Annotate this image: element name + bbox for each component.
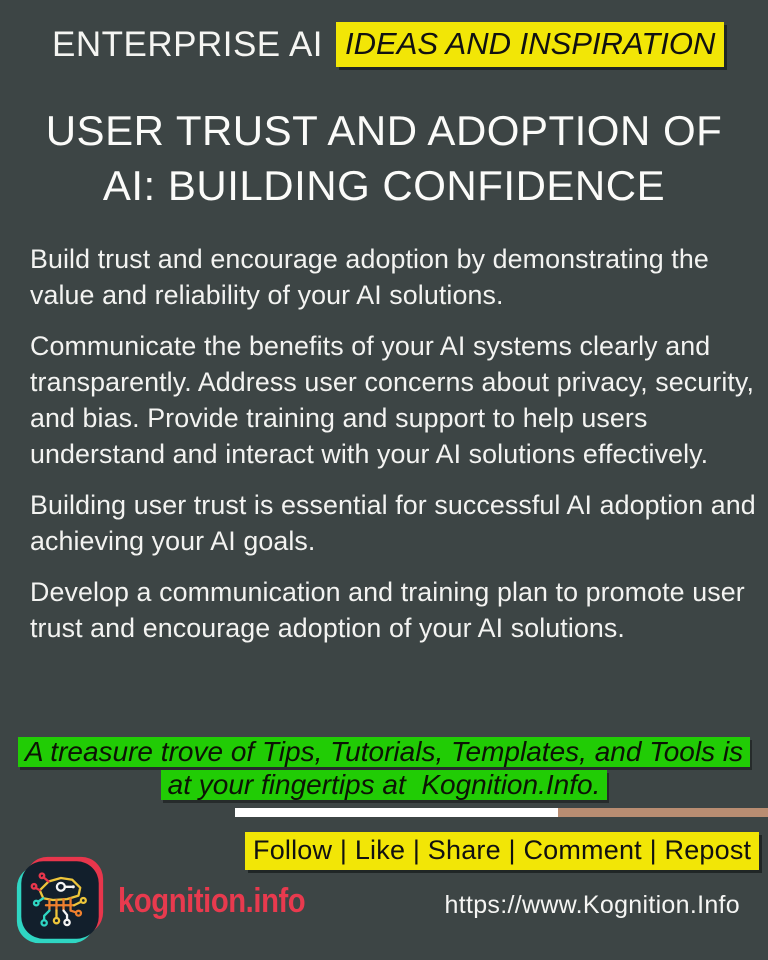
footer-url: https://www.Kognition.Info bbox=[444, 891, 740, 919]
paragraph-1: Build trust and encourage adoption by demonstrating the value and reliability of your AI solutions. bbox=[30, 244, 709, 310]
paragraph-2: Communicate the benefits of your AI systems clearly and transparently. Address user concerns about privacy, security, and bias. Provide training and support to help users understand and interact with your AI solutions effectively. bbox=[30, 331, 754, 469]
body-copy bbox=[30, 241, 762, 661]
divider-tan-segment bbox=[558, 808, 768, 817]
brand-title: ENTERPRISE AI bbox=[52, 24, 324, 64]
promo-banner bbox=[0, 737, 768, 803]
page-title-line2: AI: BUILDING CONFIDENCE bbox=[102, 162, 666, 209]
circuit-brain-icon bbox=[16, 856, 104, 944]
social-cta bbox=[245, 832, 759, 870]
kognition-logo bbox=[16, 856, 104, 944]
promo-line1: A treasure trove of Tips, Tutorials, Templates, and Tools is bbox=[18, 737, 750, 767]
paragraph-3: Building user trust is essential for successful AI adoption and achieving your AI goals. bbox=[30, 490, 756, 556]
divider-white-segment bbox=[235, 808, 558, 817]
promo-line2: at your fingertips at Kognition.Info. bbox=[161, 770, 608, 800]
header bbox=[52, 22, 724, 67]
paragraph-4: Develop a communication and training plan to promote user trust and encourage adoption of your AI solutions. bbox=[30, 577, 745, 643]
footer-brand: kognition.info bbox=[118, 882, 306, 920]
page-title-line1: USER TRUST AND ADOPTION OF bbox=[45, 107, 723, 154]
social-cta-text: Follow | Like | Share | Comment | Repost bbox=[245, 832, 759, 870]
page-title bbox=[0, 103, 768, 213]
series-tag: IDEAS AND INSPIRATION bbox=[336, 22, 724, 67]
divider-bar bbox=[235, 808, 768, 817]
